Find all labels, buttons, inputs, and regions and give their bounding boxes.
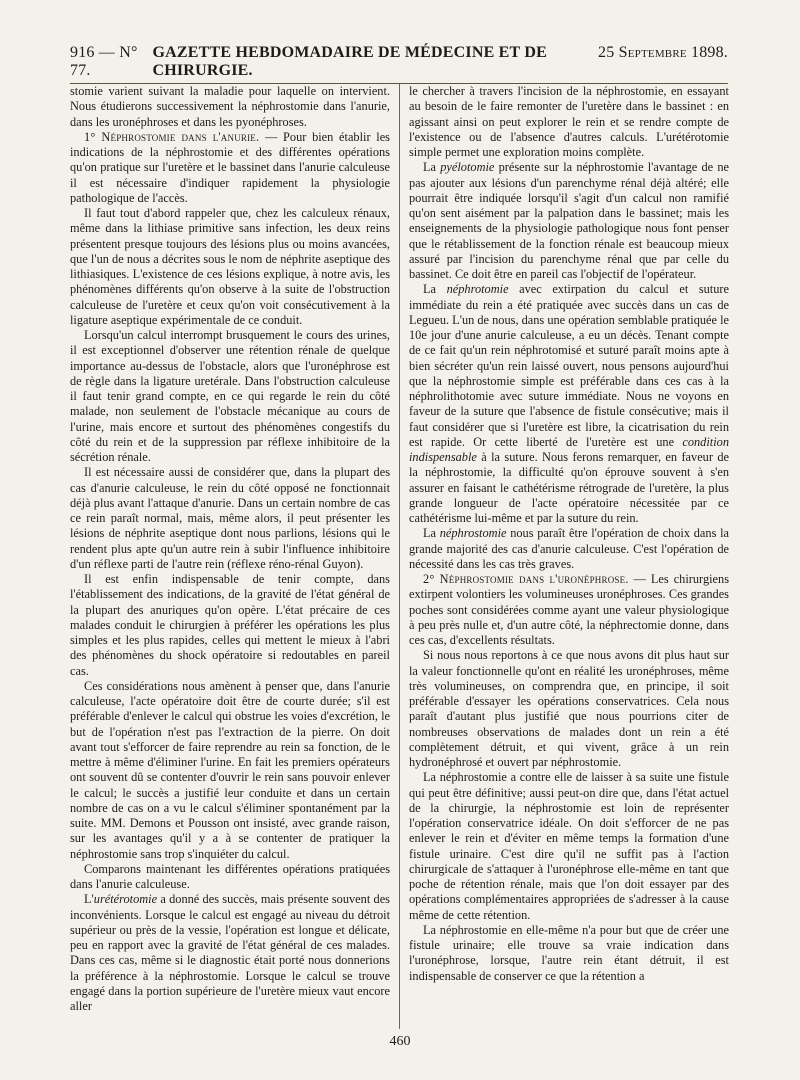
section-paragraph <box>70 130 390 206</box>
paragraph-lead: La <box>423 526 440 541</box>
paragraph: Il est nécessaire aussi de considérer que, dans la plupart des cas d'anurie calculeuse, le rein du côté opposé ne fonctionnait déjà plus avant l'attaque d'anurie. Dans un certain nombre de cas ce rein paraît normal, mais, même alors, il peut présenter les lésions de néphrite aseptique dont nous parlions, lésions qui le rendent plus apte qu'un autre rein à subir l'influence inhibitoire d'un réflexe parti de l'autre rein (réflexe réno-rénal Guyon). <box>70 465 390 571</box>
left-column <box>70 84 390 1029</box>
date-year: 1898. <box>691 44 728 61</box>
italic-term: condition indispensable <box>409 434 729 464</box>
paragraph-text: présente sur la néphrostomie l'avantage de ne pas ajouter aux lésions d'un parenchyme rénal déjà altéré; elle pourrait être indiquée lorsqu'il s'agit d'un calcul non ramifié qu'on sent aisément par la palpation dans le bassinet; mais les enseignements de la physiologie pathologique nous font penser que le rétablissement de la fonction rénale est beaucoup mieux assuré par l'incision du parenchyme rénal que par celle du bassinet. Ce doit être en pareil cas l'objectif de l'opérateur. <box>409 160 729 281</box>
paragraph: Il est enfin indispensable de tenir compte, dans l'établissement des indications, de la gravité de l'état général de la plupart des anuriques qu'on opère. L'état précaire de ces malades conduit le chirurgien à préférer les opérations les plus simples et les plus rapides, celles qui mettent le mieux à l'abri des phénomènes du shock opératoire si redoutables en pareil cas. <box>70 572 390 678</box>
italic-term: néphrotomie <box>446 282 509 297</box>
paragraph-lead: La <box>423 282 447 297</box>
paragraph-text: à la suture. Nous ferons remarquer, en faveur de la néphrostomie, la difficulté qu'on éprouve souvent à s'en assurer en faisant le cathétérisme rétrograde de l'uretère, la plus grande longueur de l'acte opératoire nécessitée par ce cathétérisme lui-même et par la suture du rein. <box>409 450 729 525</box>
issue-date <box>598 44 728 62</box>
paragraph: Comparons maintenant les différentes opérations pratiquées dans l'anurie calculeuse. <box>70 861 390 891</box>
paragraph <box>409 160 729 282</box>
paragraph <box>409 282 729 526</box>
paragraph: La néphrostomie a contre elle de laisser à sa suite une fistule qui peut être définitive; aussi peut-on dire que, dans l'état actuel de la chirurgie, la néphrostomie est loin de représenter l'opération conservatrice idéale. On doit s'efforcer de ne pas enlever le rein et d'éviter en même temps la formation d'une fistule urinaire. C'est dire qu'il ne suffit pas à l'action chirurgicale de s'attaquer à l'uronéphrose elle-même en tant que poche de rétention rénale, mais que l'on doit essayer par des opérations complémentaires appropriées de s'adresser à la cause même de cette rétention. <box>409 770 729 922</box>
italic-term: néphrostomie <box>439 526 507 541</box>
paragraph <box>409 526 729 572</box>
paragraph: stomie varient suivant la maladie pour laquelle on intervient. Nous étudierons successivement la néphrostomie dans l'anurie, dans les uronéphroses et dans les pyonéphroses. <box>70 84 390 129</box>
section-heading: 2° Néphrostomie dans l'uronéphrose. <box>423 572 629 586</box>
paragraph-text: nous paraît être l'opération de choix dans la grande majorité des cas d'anurie calculeuse. C'est l'opération de nécessité dans les cas très graves. <box>409 526 729 571</box>
right-column <box>409 84 729 1029</box>
paragraph-lead: L' <box>84 892 94 907</box>
paragraph: Il faut tout d'abord rappeler que, chez les calculeux rénaux, même dans la lithiase primitive sans infection, les deux reins présentent presque toujours des lésions plus ou moins avancées, que l'un de nous a décrites sous le nom de néphrite aseptique des lithiasiques. L'existence de ces lésions explique, à notre avis, les phénomènes différents qu'on observe à la suite de l'obstruction calculeuse de l'uretère et ceux qu'on voit consécutivement à la ligature aseptique expérimentale de ce conduit. <box>70 206 390 327</box>
paragraph: Si nous nous reportons à ce que nous avons dit plus haut sur la valeur fonctionnelle qu'ont en réalité les uronéphroses, même très volumineuses, on comprendra que, en principe, il soit préférable d'essayer les opérations conservatrices. Cela nous paraît d'autant plus justifié que nous pourrions citer de nombreuses observations de malades dont un rein a été complètement détruit, et qui vivent, grâce à un rein hydronéphrosé et ouvert par néphrostomie. <box>409 648 729 769</box>
paragraph-text: a donné des succès, mais présente souvent des inconvénients. Lorsque le calcul est engagé au niveau du détroit supérieur ou près de la vessie, l'opération est longue et délicate, peu en rapport avec la gravité de l'état général de ces malades. Dans ces cas, même si le diagnostic était porté nous donnerions la préférence à la néphrostomie. Lorsque le calcul se trouve engagé dans la portion supérieure de l'uretère mieux vaut encore aller <box>70 892 390 1013</box>
paragraph: Ces considérations nous amènent à penser que, dans l'anurie calculeuse, l'acte opératoire doit être de courte durée; s'il est préférable d'enlever le calcul qui obstrue les voies d'excrétion, le but de l'opération n'est pas l'extraction de la pierre. On doit avant tout s'efforcer de faire reprendre au rein sa fonction, de le mettre à même d'éliminer l'urine. En fait les premiers opérateurs ont souvent dû se contenter d'ouvrir le rein sans pouvoir enlever le calcul; le succès a justifié leur conduite et dans un certain nombre de cas on a vu le calcul s'éliminer spontanément par la suite. MM. Demons et Pousson ont insisté, avec grande raison, sur les avantages qu'il y a à se contenter de pratiquer la néphrostomie sans trop s'inquiéter du calcul. <box>70 678 390 861</box>
paragraph: Lorsqu'un calcul interrompt brusquement le cours des urines, il est exceptionnel d'observer une rétention rénale de quelque importance au-dessus de l'obstacle, alors que l'uronéphrose est de règle dans la ligature uretérale. Dans l'obstruction calculeuse il faut tenir grand compte, en ce qui regarde le rein du côté malade, non seulement de l'obstacle mécanique au cours de l'urine, mais encore et surtout des phénomènes congestifs du côté du rein et de la suppression par réflexe inhibitoire de la sécrétion rénale. <box>70 328 390 464</box>
date-month: Septembre <box>618 44 687 61</box>
italic-term: urétérotomie <box>93 892 158 907</box>
section-heading: 1° Néphrostomie dans l'anurie. <box>84 129 260 144</box>
column-divider <box>399 84 400 1029</box>
page-info: 916 — N° 77. <box>70 44 138 79</box>
paragraph <box>70 892 390 1014</box>
date-day: 25 <box>598 44 615 61</box>
section-text: — Pour bien établir les indications de la néphrostomie et des différentes opérations qu'on pratique sur l'uretère et le bassinet dans l'anurie calculeuse il est nécessaire d'indiquer rapidement la physiologie pathologique de l'accès. <box>70 129 390 205</box>
paragraph-text: avec extirpation du calcul et suture immédiate du rein a été pratiquée avec succès dans un cas de Legueu. L'un de nous, dans une opération semblable pratiquée le 10e jour d'une anurie calculeuse, a eu un décès. Tenant compte de ce fait qu'un rein néphrotomisé et suturé paraît moins apte à bien sécréter qu'un rein laissé ouvert, nous pensons aujourd'hui que la néphrostomie simple est préférable dans ces cas à la néphrolithotomie avec suture immédiate. Nous ne voyons en faveur de la suture que l'absence de fistule consécutive; mais il faut considérer que si l'uretère est libre, la cicatrisation du rein est rapide. Or cette liberté de l'uretère est une <box>409 282 729 449</box>
page-number: 460 <box>389 1034 411 1049</box>
page-header <box>70 44 728 84</box>
paragraph-lead: La <box>423 160 441 175</box>
paragraph: La néphrostomie en elle-même n'a pour but que de créer une fistule urinaire; elle trouve sa vraie indication dans l'uronéphrose, lorsque, l'autre rein étant détruit, il est indispensable de conserver ce que la rétention a <box>409 922 729 983</box>
italic-term: pyélotomie <box>440 160 495 175</box>
journal-title: GAZETTE HEBDOMADAIRE DE MÉDECINE ET DE CHIRURGIE. <box>152 44 547 79</box>
paragraph: le chercher à travers l'incision de la néphrostomie, en essayant au besoin de le faire remonter de l'uretère dans le bassinet : en agissant ainsi on peut explorer le rein et se rendre compte de l'existence ou de l'absence d'autres calculs. L'urétérotomie simple permet une exploration moins complète. <box>409 84 729 159</box>
section-text: — Les chirurgiens extirpent volontiers les volumineuses uronéphroses. Ces grandes poches sont considérées comme ayant une valeur physiologique à peu près nulle et, d'un autre côté, la néphrectomie donne, dans ces cas, d'excellents résultats. <box>409 572 729 647</box>
section-paragraph <box>409 572 729 648</box>
